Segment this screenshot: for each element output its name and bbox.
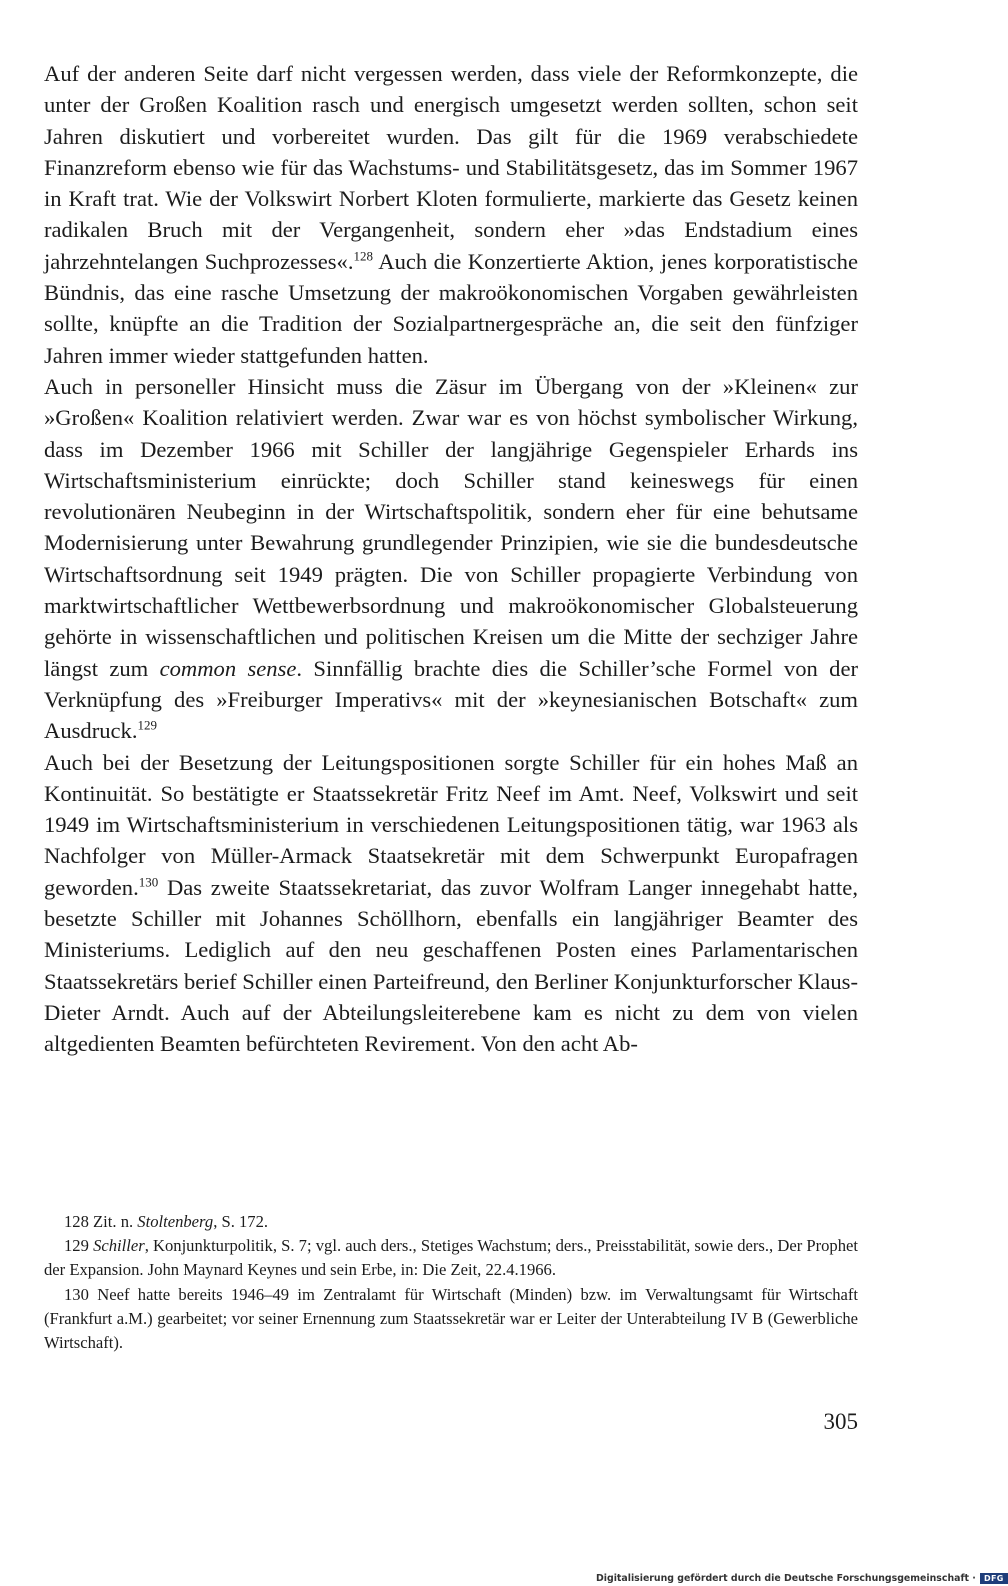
- footnote-text: Zit. n.: [88, 1212, 138, 1231]
- paragraph-2: [44, 371, 858, 747]
- paragraph-3-text-a: Auch bei der Besetzung der Leitungspositionen sorgte Schiller für ein hohes Maß an Kontinuität. So bestätigte er Staatssekretär Fritz Neef im Amt. Neef, Volkswirt und seit 1949 im Wirtschaftsministerium in verschiedenen Leitungspositionen tätig, war 1963 als Nachfolger von Müller-Armack Staatsekretär mit dem Schwerpunkt Europafragen geworden.: [44, 749, 858, 900]
- footnote-text: Neef hatte bereits 1946–49 im Zentralamt für Wirtschaft (Minden) bzw. im Verwaltungsamt für Wirtschaft (Frankfurt a.M.) gearbeitet; vor seiner Ernennung zum Staatssekretär war er Leiter der Unterabteilung IV B (Gewerbliche Wirtschaft).: [44, 1284, 858, 1353]
- footnote-129: [44, 1234, 858, 1282]
- dfg-logo: DFG: [980, 1573, 1008, 1584]
- paragraph-3-text-b: Das zweite Staatssekretariat, das zuvor Wolfram Langer innegehabt hatte, besetzte Schiller mit Johannes Schöllhorn, ebenfalls ein langjähriger Beamter des Ministeriums. Lediglich auf den neu geschaffenen Posten eines Parlamentarischen Staatssekretärs berief Schiller einen Parteifreund, den Berliner Konjunkturforscher Klaus-Dieter Arndt. Auch auf der Abteilungsleiterebene kam es nicht zu dem von vielen altgedienten Beamten befürchteten Revirement. Von den acht Ab-: [44, 874, 858, 1057]
- funding-note-text: Digitalisierung gefördert durch die Deutsche Forschungsgemeinschaft ·: [596, 1572, 976, 1584]
- paragraph-1: [44, 58, 858, 371]
- footnote-ref-129: 129: [137, 717, 157, 733]
- footnote-ref-130: 130: [138, 874, 159, 890]
- footnote-number: 128: [64, 1212, 89, 1231]
- paragraph-1-text-b: Auch die Konzertierte Aktion, jenes korporatistische Bündnis, das eine rasche Umsetzung der makroökonomischen Vorgaben gewährleisten sollte, knüpfte an die Tradition der Sozialpartnergespräche an, die seit den fünfziger Jahren immer wieder stattgefunden hatten.: [44, 248, 859, 368]
- footnotes: [44, 1210, 858, 1355]
- footnote-number: 129: [64, 1236, 89, 1256]
- footnote-number: 130: [64, 1284, 89, 1304]
- main-text: [44, 58, 858, 1060]
- footnote-text: , Konjunkturpolitik, S. 7; vgl. auch ders., Stetiges Wachstum; ders., Preisstabilität, sowie ders., Der Prophet der Expansion. John Maynard Keynes und sein Erbe, in: Die Zeit, 22.4.1966.: [44, 1236, 859, 1280]
- paragraph-2-text-a: Auch in personeller Hinsicht muss die Zäsur im Übergang von der »Kleinen« zur »Großen« Koalition relativiert werden. Zwar war es von höchst symbolischer Wirkung, dass im Dezember 1966 mit Schiller der langjährige Gegenspieler Erhards ins Wirtschaftsministerium einrückte; doch Schiller stand keineswegs für einen revolutionären Neubeginn in der Wirtschaftspolitik, sondern eher für eine behutsame Modernisierung unter Bewahrung grundlegender Prinzipien, wie sie die bundesdeutsche Wirtschaftsordnung seit 1949 prägten. Die von Schiller propagierte Verbindung von marktwirtschaftlicher Wettbewerbsordnung und makroökonomischer Globalsteuerung gehörte in wissenschaftlichen und politischen Kreisen um die Mitte der sechziger Jahre längst zum: [44, 373, 858, 681]
- footnote-128: [44, 1210, 858, 1234]
- footnote-author: Schiller: [93, 1236, 145, 1256]
- paragraph-3: [44, 747, 858, 1060]
- funding-note: [596, 1572, 1008, 1584]
- paragraph-2-text-b: . Sinnfällig brachte dies die Schiller’sche Formel von der Verknüpfung des »Freiburger Imperativs« mit der »keynesianischen Botschaft« zum Ausdruck.: [44, 655, 858, 744]
- paragraph-2-italic: common sense: [159, 655, 297, 681]
- footnote-author: Stoltenberg: [137, 1212, 214, 1231]
- paragraph-1-text-a: Auf der anderen Seite darf nicht vergessen werden, dass viele der Reformkonzepte, die unter der Großen Koalition rasch und energisch umgesetzt werden sollten, schon seit Jahren diskutiert und vorbereitet wurden. Das gilt für die 1969 verabschiedete Finanzreform ebenso wie für das Wachstums- und Stabilitätsgesetz, das im Sommer 1967 in Kraft trat. Wie der Volkswirt Norbert Kloten formulierte, markierte das Gesetz keinen radikalen Bruch mit der Vergangenheit, sondern eher »das Endstadium eines jahrzehntelangen Suchprozesses«.: [44, 61, 858, 274]
- footnote-ref-128: 128: [353, 248, 374, 264]
- footnote-text: , S. 172.: [213, 1212, 269, 1231]
- footnote-130: [44, 1283, 858, 1356]
- page-number: 305: [823, 1409, 858, 1434]
